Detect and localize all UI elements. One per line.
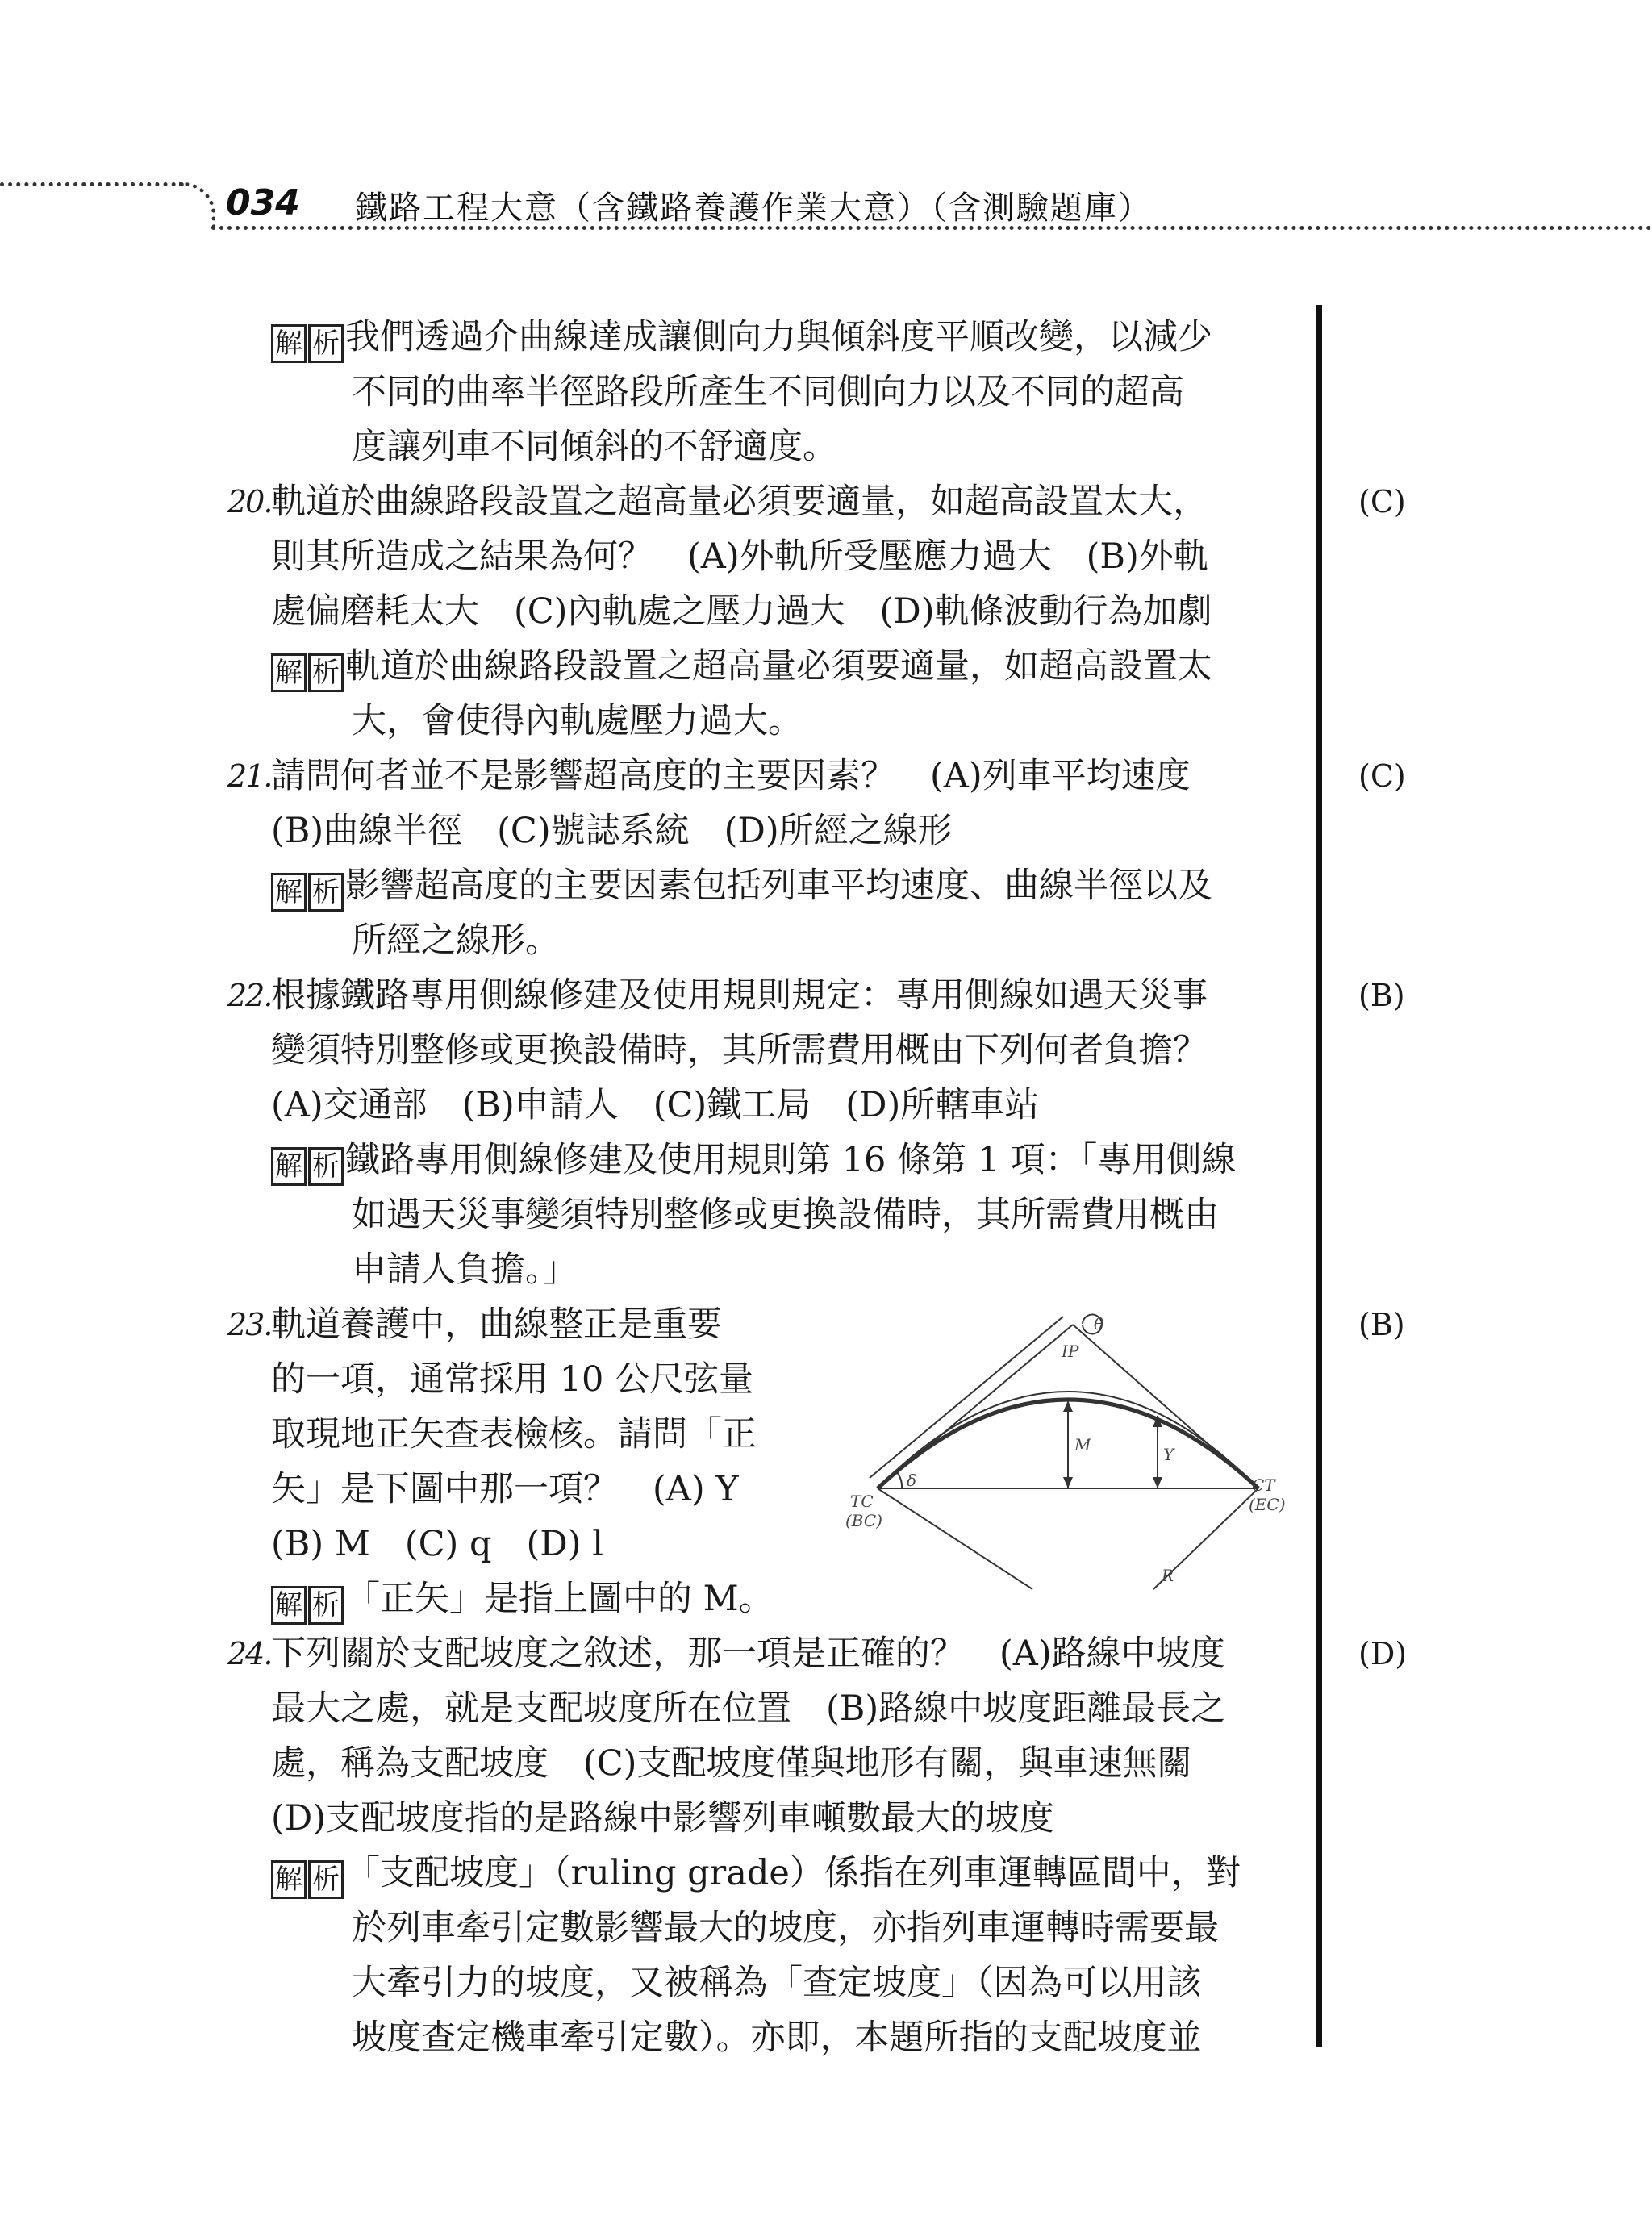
explanation-line: 所經之線形。 <box>352 920 560 961</box>
book-title: 鐵路工程大意（含鐵路養護作業大意）（含測驗題庫） <box>355 190 1152 227</box>
question-line: 請問何者並不是影響超高度的主要因素？ (A)列車平均速度 <box>271 756 1191 796</box>
question-line: (A)交通部 (B)申請人 (C)鐵工局 (D)所轄車站 <box>271 1085 1040 1125</box>
answer-key: (B) <box>1358 1307 1405 1342</box>
question-line: 處偏磨耗太大 (C)內軌處之壓力過大 (D)軌條波動行為加劇 <box>271 591 1212 632</box>
question-number: 24. <box>227 1636 272 1671</box>
explanation-line: 解 析 鐵路專用側線修建及使用規則第 16 條第 1 項：「專用側線 <box>271 1136 1236 1188</box>
question-line: 的一項，通常採用 10 公尺弦量 <box>271 1359 754 1400</box>
label-ct: CT <box>1252 1475 1275 1495</box>
explanation-line: 解 析 「支配坡度」（ruling grade）係指在列車運轉區間中，對 <box>271 1849 1241 1901</box>
jiexi-badge: 解 析 <box>271 646 345 695</box>
header-dotted-rule-curve <box>179 182 215 228</box>
explanation-line: 於列車牽引定數影響最大的坡度，亦指列車運轉時需要最 <box>352 1908 1219 1948</box>
question-line: (B)曲線半徑 (C)號誌系統 (D)所經之線形 <box>271 811 953 851</box>
answer-key: (D) <box>1358 1636 1408 1671</box>
jiexi-badge: 解 析 <box>271 317 345 365</box>
question-number: 21. <box>227 758 272 794</box>
question-number: 22. <box>227 978 272 1013</box>
page-header <box>0 161 1652 234</box>
explanation-line: 解 析 「正矢」是指上圖中的 M。 <box>271 1575 774 1627</box>
answer-key: (B) <box>1358 978 1405 1013</box>
page-number: 034 <box>226 182 300 223</box>
label-r: R <box>1162 1566 1174 1585</box>
tangent-length-arrow <box>870 1317 1063 1478</box>
question-line: 根據鐵路專用側線修建及使用規則規定：專用側線如遇天災事 <box>271 975 1208 1016</box>
question-number: 20. <box>227 484 272 520</box>
explanation-line: 大，會使得內軌處壓力過大。 <box>352 701 803 741</box>
question-line: 變須特別整修或更換設備時，其所需費用概由下列何者負擔？ <box>271 1030 1208 1071</box>
explanation-line: 解 析 影響超高度的主要因素包括列車平均速度、曲線半徑以及 <box>271 862 1212 914</box>
answer-key: (C) <box>1358 758 1406 794</box>
question-line: (D)支配坡度指的是路線中影響列車噸數最大的坡度 <box>271 1798 1055 1838</box>
explanation-line: 不同的曲率半徑路段所產生不同側向力以及不同的超高 <box>352 372 1184 412</box>
jiexi-badge: 解 析 <box>271 1140 345 1188</box>
label-ip: IP <box>1062 1342 1079 1361</box>
curve-versine-diagram <box>839 1307 1291 1597</box>
question-line: 矢」是下圖中那一項？ (A) Y <box>271 1469 739 1509</box>
explanation-line: 坡度查定機車牽引定數）。亦即，本題所指的支配坡度並 <box>352 2018 1202 2058</box>
label-theta: θ <box>1094 1314 1104 1333</box>
explanation-line: 度讓列車不同傾斜的不舒適度。 <box>352 427 837 467</box>
arrow-head-icon <box>1063 1400 1073 1412</box>
question-number: 23. <box>227 1307 272 1342</box>
arrow-head-icon <box>1063 1477 1073 1488</box>
label-delta: δ <box>907 1471 917 1490</box>
jiexi-badge: 解 析 <box>271 1579 345 1627</box>
explanation-line: 申請人負擔。」 <box>352 1250 578 1290</box>
delta-angle-arc <box>897 1472 902 1488</box>
radius-line-left <box>878 1488 1032 1589</box>
jiexi-badge: 解 析 <box>271 866 345 914</box>
arrow-head-icon <box>1153 1477 1162 1488</box>
label-tc: TC <box>850 1492 874 1511</box>
explanation-line: 解 析 我們透過介曲線達成讓側向力與傾斜度平順改變，以減少 <box>271 313 1212 365</box>
label-m: M <box>1074 1435 1091 1454</box>
label-bc: (BC) <box>845 1511 882 1530</box>
answer-key: (C) <box>1358 484 1406 520</box>
label-y: Y <box>1163 1445 1174 1464</box>
explanation-line: 如遇天災事變須特別整修或更換設備時，其所需費用概由 <box>352 1195 1219 1235</box>
question-line: 取現地正矢查表檢核。請問「正 <box>271 1414 757 1454</box>
question-line: (B) M (C) q (D) l <box>271 1524 603 1564</box>
jiexi-badge: 解 析 <box>271 1853 345 1901</box>
question-line: 下列關於支配坡度之敘述，那一項是正確的？ (A)路線中坡度 <box>271 1634 1225 1674</box>
question-line: 軌道養護中，曲線整正是重要 <box>271 1304 722 1345</box>
header-dotted-rule-left <box>0 182 184 186</box>
question-line: 則其所造成之結果為何？ (A)外軌所受壓應力過大 (B)外軌 <box>271 536 1208 577</box>
question-line: 處，稱為支配坡度 (C)支配坡度僅與地形有關，與車速無關 <box>271 1743 1192 1784</box>
answer-column-rule <box>1316 305 1322 2047</box>
question-line: 軌道於曲線路段設置之超高量必須要適量，如超高設置太大， <box>271 482 1208 522</box>
explanation-line: 解 析 軌道於曲線路段設置之超高量必須要適量，如超高設置太 <box>271 642 1212 695</box>
label-ec: (EC) <box>1249 1495 1286 1514</box>
explanation-line: 大牽引力的坡度，又被稱為「查定坡度」（因為可以用該 <box>352 1963 1202 2003</box>
question-line: 最大之處，就是支配坡度所在位置 (B)路線中坡度距離最長之 <box>271 1688 1226 1729</box>
